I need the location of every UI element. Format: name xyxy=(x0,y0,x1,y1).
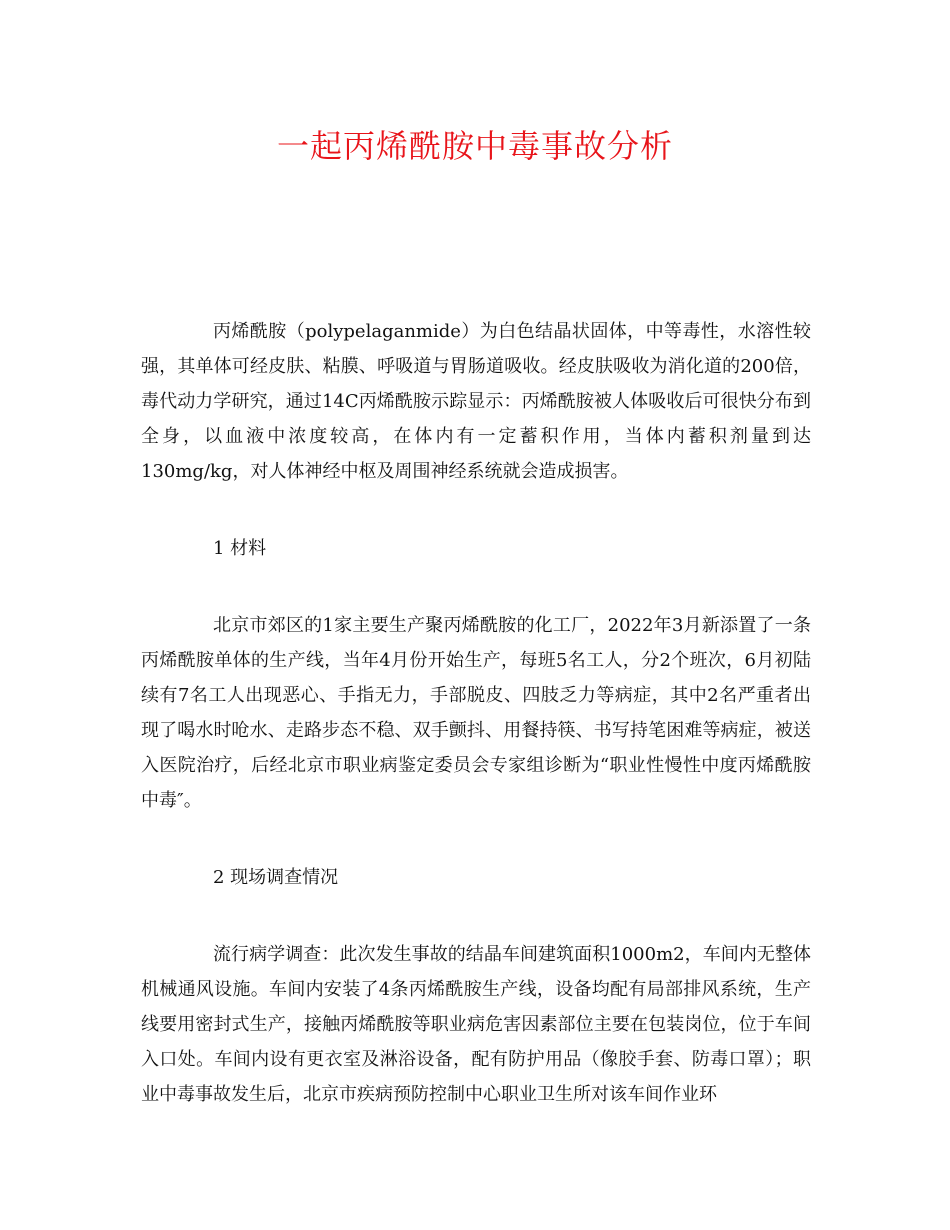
document-body xyxy=(141,314,811,1112)
spacer xyxy=(141,489,811,531)
document-title: 一起丙烯酰胺中毒事故分析 xyxy=(276,127,673,165)
spacer xyxy=(141,566,811,608)
section-heading-survey: 2 现场调查情况 xyxy=(213,867,339,888)
spacer xyxy=(141,818,811,860)
spacer xyxy=(141,895,811,937)
intro-paragraph: 丙烯酰胺（polypelaganmide）为白色结晶状固体，中等毒性，水溶性较强，其单体可经皮肤、粘膜、呼吸道与胃肠道吸收。经皮肤吸收为消化道的200倍，毒代动力学研究，通过14C丙烯酰胺示踪显示：丙烯酰胺被人体吸收后可很快分布到全身，以血液中浓度较高，在体内有一定蓄积作用，当体内蓄积剂量到达130mg/kg，对人体神经中枢及周围神经系统就会造成损害。 xyxy=(141,321,811,482)
survey-paragraph: 流行病学调查：此次发生事故的结晶车间建筑面积1000m2，车间内无整体机械通风设施。车间内安装了4条丙烯酰胺生产线，设备均配有局部排风系统，生产线要用密封式生产，接触丙烯酰胺等职业病危害因素部位主要在包装岗位，位于车间入口处。车间内设有更衣室及淋浴设备，配有防护用品（像胶手套、防毒口罩）；职业中毒事故发生后，北京市疾病预防控制中心职业卫生所对该车间作业环 xyxy=(141,944,811,1105)
materials-paragraph: 北京市郊区的1家主要生产聚丙烯酰胺的化工厂，2022年3月新添置了一条丙烯酰胺单体的生产线，当年4月份开始生产，每班5名工人，分2个班次，6月初陆续有7名工人出现恶心、手指无力，手部脱皮、四肢乏力等病症，其中2名严重者出现了喝水时呛水、走路步态不稳、双手颤抖、用餐持筷、书写持笔困难等病症，被送入医院治疗，后经北京市职业病鉴定委员会专家组诊断为“职业性慢性中度丙烯酰胺中毒″。 xyxy=(141,615,811,811)
section-heading-materials: 1 材料 xyxy=(213,538,267,559)
